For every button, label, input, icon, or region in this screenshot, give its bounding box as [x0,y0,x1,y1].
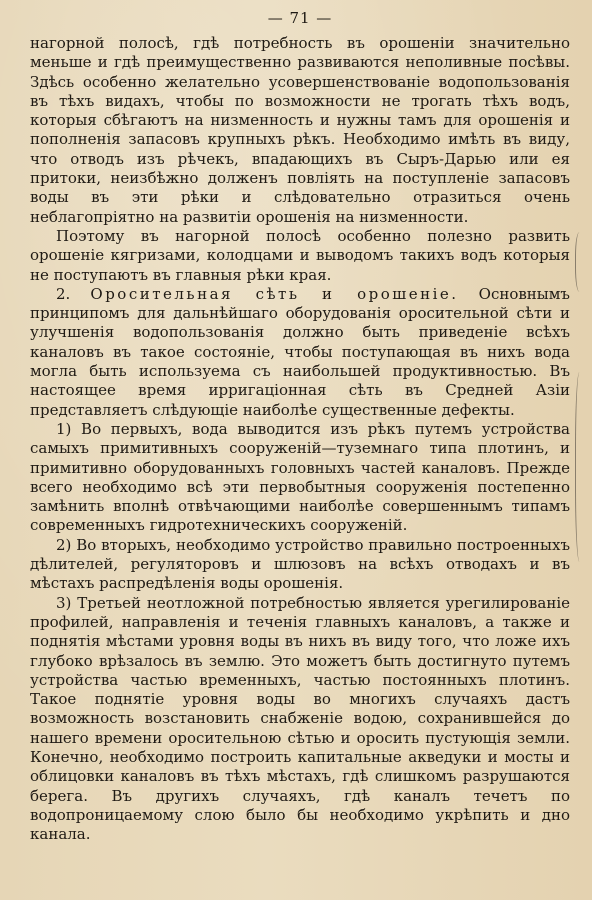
paragraph-2: Поэтому въ нагорной полосѣ особенно полезно развить орошеніе кягризами, колодцами и выводомъ такихъ водъ которыя не поступаютъ въ главныя рѣки края. [30,226,570,284]
section-title: Оросительная сѣть и орошеніе. [90,284,459,303]
section-paragraph [30,285,570,420]
paragraph-third-defect: 3) Третьей неотложной потребностью является урегилированіе профилей, направленія и теченія главныхъ каналовъ, а также и поднятія мѣстами уровня воды въ нихъ въ виду того, что ложе ихъ глубоко врѣзалось въ землю. Это можетъ быть достигнуто путемъ устройства частью временныхъ, частью постоянныхъ плотинъ. Такое поднятіе уровня воды во многихъ случаяхъ дастъ возможность возстановить снабженіе водою, сохранившейся до нашего времени оросительною сѣтью и оросить пустующія земли. Конечно, необходимо построить капитальные акведуки и мосты и облицовки каналовъ въ тѣхъ мѣстахъ, гдѣ слишкомъ разрушаются берега. Въ другихъ случаяхъ, гдѣ каналъ течетъ по водопроницаемому слою было бы необходимо укрѣпить и дно канала. [30,593,570,844]
section-body: принципомъ для дальнѣйшаго оборудованія оросительной сѣти и улучшенія водопользованія должно быть приведеніе всѣхъ каналовъ въ такое состояніе, чтобы поступающая въ нихъ вода могла быть используема съ наибольшей продуктивностью. Въ настоящее время ирригаціонная сѣть въ Средней Азіи представляетъ слѣдующіе наиболѣе существенные дефекты. [30,304,570,419]
margin-pencil-mark [575,232,586,292]
margin-pencil-mark [575,372,586,562]
section-number: 2. [56,284,71,303]
paragraph-first-defect: 1) Во первыхъ, вода выводится изъ рѣкъ путемъ устройства самыхъ примитивныхъ сооруженій—туземнаго типа плотинъ, и примитивно оборудованныхъ головныхъ частей каналовъ. Прежде всего необходимо всѣ эти первобытныя сооруженія постепенно замѣнить вполнѣ отвѣчающими наиболѣе совершеннымъ типамъ современныхъ гидротехническихъ сооруженій. [30,419,570,535]
paragraph-1: нагорной полосѣ, гдѣ потребность въ орошеніи значительно меньше и гдѣ преимущественно развиваются неполивные посѣвы. Здѣсь особенно желательно усовершенствованіе водопользованія въ тѣхъ видахъ, чтобы по возможности не трогать тѣхъ водъ, которыя сбѣгаютъ на низменность и нужны тамъ для орошенія и пополненія запасовъ крупныхъ рѣкъ. Необходимо имѣть въ виду, что отводъ изъ рѣчекъ, впадающихъ въ Сыръ-Дарью или ея притоки, неизбѣжно долженъ повліять на поступленіе запасовъ воды въ эти рѣки и слѣдовательно отразиться очень неблагопріятно на развитіи орошенія на низменности. [30,34,570,226]
paragraph-second-defect: 2) Во вторыхъ, необходимо устройство правильно построенныхъ дѣлителей, регуляторовъ и шлюзовъ на всѣхъ отводахъ и въ мѣстахъ распредѣленія воды орошенія. [30,535,570,593]
page-number: — 71 — [267,9,333,27]
body-text [30,34,570,844]
section-lead-word: Основнымъ [478,284,570,303]
